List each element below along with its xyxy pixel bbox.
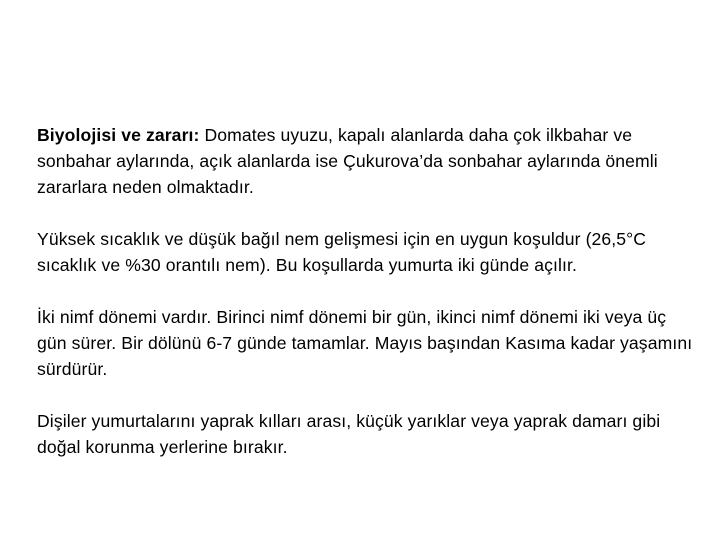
paragraph-text: Domates uyuzu, kapalı alanlarda daha çok ilkbahar ve sonbahar aylarında, açık alanlarda ise Çukurova’da sonbahar aylarında önemli zararlara neden olmaktadır. bbox=[37, 125, 658, 197]
paragraph-text: Dişiler yumurtalarını yaprak kılları arası, küçük yarıklar veya yaprak damarı gibi doğal korunma yerlerine bırakır. bbox=[37, 411, 661, 457]
paragraph-text: İki nimf dönemi vardır. Birinci nimf dönemi bir gün, ikinci nimf dönemi iki veya üç gün sürer. Bir dölünü 6-7 günde tamamlar. Mayıs başından Kasıma kadar yaşamını sürdürür. bbox=[37, 307, 693, 379]
paragraph-lead: Biyolojisi ve zararı: bbox=[37, 125, 200, 145]
paragraph-conditions bbox=[37, 226, 697, 278]
paragraph-nymph-stages bbox=[37, 304, 697, 382]
paragraph-text: Yüksek sıcaklık ve düşük bağıl nem gelişmesi için en uygun koşuldur (26,5°C sıcaklık ve %30 orantılı nem). Bu koşullarda yumurta iki günde açılır. bbox=[37, 229, 647, 275]
body-text bbox=[37, 122, 697, 460]
paragraph-egg-laying bbox=[37, 408, 697, 460]
paragraph-biology bbox=[37, 122, 697, 200]
